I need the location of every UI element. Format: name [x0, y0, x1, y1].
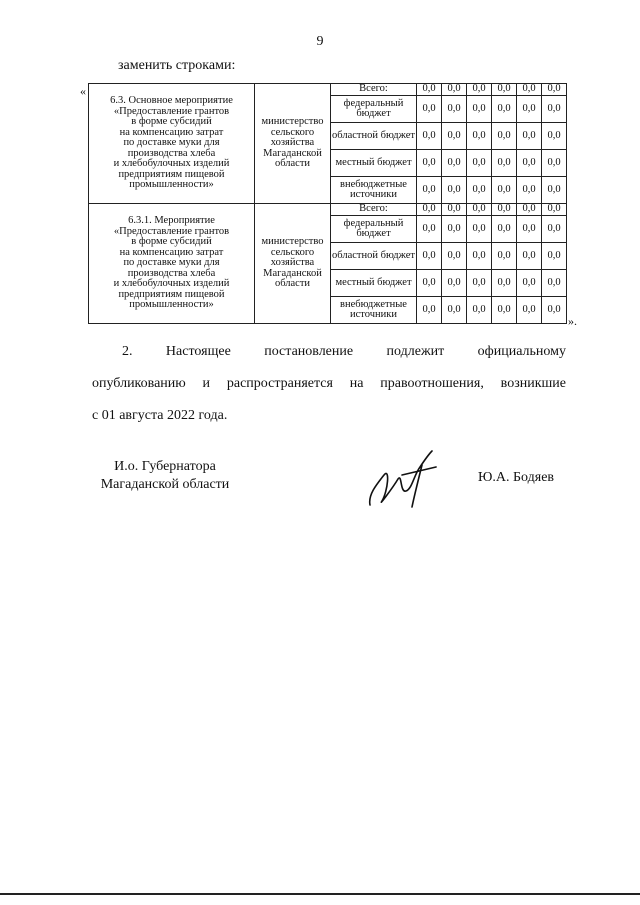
- responsible-org-line: хозяйства: [270, 257, 315, 269]
- amount-cell: 0,0: [442, 297, 467, 324]
- paragraph-line: с 01 августа 2022 года.: [92, 408, 228, 423]
- amount-cell: 0,0: [442, 204, 467, 216]
- funding-source-cell: внебюджетные источники: [331, 177, 417, 204]
- paragraph-line: 2. Настоящее постановление подлежит официальному: [122, 344, 566, 359]
- amount-cell: 0,0: [417, 243, 442, 270]
- responsible-org-cell: [255, 84, 331, 204]
- event-name-line: производства хлеба: [127, 147, 216, 159]
- funding-source-cell: местный бюджет: [331, 150, 417, 177]
- amount-cell: 0,0: [442, 270, 467, 297]
- amount-cell: 0,0: [517, 204, 542, 216]
- amount-cell: 0,0: [417, 270, 442, 297]
- amount-cell: 0,0: [492, 297, 517, 324]
- event-name-line: в форме субсидий: [131, 116, 212, 128]
- funding-source-cell: областной бюджет: [331, 243, 417, 270]
- amount-cell: 0,0: [417, 150, 442, 177]
- responsible-org-line: министерство: [261, 116, 324, 128]
- event-name-line: и хлебобулочных изделий: [113, 158, 230, 170]
- bottom-rule: [0, 893, 640, 895]
- amount-cell: 0,0: [467, 243, 492, 270]
- funding-source-cell: внебюджетные источники: [331, 297, 417, 324]
- amount-cell: 0,0: [467, 204, 492, 216]
- page-number: 9: [316, 34, 324, 49]
- amount-cell: 0,0: [467, 96, 492, 123]
- amount-cell: 0,0: [417, 216, 442, 243]
- amount-cell: 0,0: [492, 84, 517, 96]
- event-name-line: по доставке муки для: [123, 137, 220, 149]
- event-name-cell: [89, 204, 255, 324]
- amount-cell: 0,0: [542, 243, 567, 270]
- amount-cell: 0,0: [442, 84, 467, 96]
- amount-cell: 0,0: [492, 216, 517, 243]
- amount-cell: 0,0: [417, 204, 442, 216]
- amount-cell: 0,0: [417, 84, 442, 96]
- event-name-line: 6.3.1. Мероприятие: [128, 215, 215, 227]
- event-name-line: промышленности»: [129, 299, 214, 311]
- amount-cell: 0,0: [442, 123, 467, 150]
- amount-cell: 0,0: [492, 177, 517, 204]
- amount-cell: 0,0: [492, 270, 517, 297]
- event-name-line: предприятиям пищевой: [118, 168, 225, 180]
- table-row: [89, 84, 567, 96]
- amount-cell: 0,0: [542, 270, 567, 297]
- intro-text: заменить строками:: [118, 58, 236, 73]
- signatory-title: [92, 458, 238, 494]
- funding-source-cell: федеральный бюджет: [331, 96, 417, 123]
- amount-cell: 0,0: [467, 84, 492, 96]
- amount-cell: 0,0: [442, 216, 467, 243]
- funding-source-cell: местный бюджет: [331, 270, 417, 297]
- amount-cell: 0,0: [492, 96, 517, 123]
- amount-cell: 0,0: [542, 216, 567, 243]
- amount-cell: 0,0: [442, 243, 467, 270]
- amount-cell: 0,0: [542, 123, 567, 150]
- table-row: [89, 204, 567, 216]
- event-name-line: по доставке муки для: [123, 257, 220, 269]
- event-name-line: на компенсацию затрат: [119, 126, 224, 138]
- responsible-org-line: Магаданской: [263, 267, 322, 279]
- funding-source-cell: федеральный бюджет: [331, 216, 417, 243]
- amount-cell: 0,0: [517, 150, 542, 177]
- amount-cell: 0,0: [517, 84, 542, 96]
- amount-cell: 0,0: [467, 270, 492, 297]
- event-name-line: 6.3. Основное мероприятие: [110, 95, 233, 107]
- amount-cell: 0,0: [442, 177, 467, 204]
- amount-cell: 0,0: [467, 177, 492, 204]
- responsible-org-line: Магаданской: [263, 147, 322, 159]
- funding-source-cell: Всего:: [331, 84, 417, 96]
- funding-source-cell: областной бюджет: [331, 123, 417, 150]
- event-name-line: «Предоставление грантов: [113, 225, 230, 237]
- amount-cell: 0,0: [517, 123, 542, 150]
- responsible-org-line: области: [274, 158, 311, 170]
- amount-cell: 0,0: [467, 123, 492, 150]
- event-name-cell: [89, 84, 255, 204]
- amount-cell: 0,0: [517, 177, 542, 204]
- amount-cell: 0,0: [517, 243, 542, 270]
- amount-cell: 0,0: [492, 204, 517, 216]
- responsible-org-line: хозяйства: [270, 137, 315, 149]
- resolution-paragraph: [92, 338, 566, 430]
- amount-cell: 0,0: [517, 297, 542, 324]
- event-name-line: промышленности»: [129, 179, 214, 191]
- amount-cell: 0,0: [542, 297, 567, 324]
- opening-quote: «: [80, 84, 86, 98]
- responsible-org-line: области: [274, 278, 311, 290]
- responsible-org-line: сельского: [270, 126, 315, 138]
- signatory-title-line: Магаданской области: [100, 477, 230, 492]
- responsible-org-line: министерство: [261, 236, 324, 248]
- amount-cell: 0,0: [467, 216, 492, 243]
- event-name-line: «Предоставление грантов: [113, 105, 230, 117]
- funding-source-cell: Всего:: [331, 204, 417, 216]
- amount-cell: 0,0: [492, 243, 517, 270]
- amount-cell: 0,0: [542, 150, 567, 177]
- amount-cell: 0,0: [417, 123, 442, 150]
- amount-cell: 0,0: [542, 84, 567, 96]
- amount-cell: 0,0: [517, 270, 542, 297]
- amount-cell: 0,0: [417, 177, 442, 204]
- event-name-line: и хлебобулочных изделий: [113, 278, 230, 290]
- amount-cell: 0,0: [517, 96, 542, 123]
- funding-table: [88, 83, 567, 324]
- responsible-org-cell: [255, 204, 331, 324]
- amount-cell: 0,0: [417, 96, 442, 123]
- closing-quote: ».: [568, 314, 577, 328]
- event-name-line: предприятиям пищевой: [118, 288, 225, 300]
- signatory-title-line: И.о. Губернатора: [114, 459, 216, 474]
- amount-cell: 0,0: [542, 204, 567, 216]
- amount-cell: 0,0: [467, 150, 492, 177]
- responsible-org-line: сельского: [270, 246, 315, 258]
- handwritten-signature: [362, 445, 442, 515]
- event-name-line: производства хлеба: [127, 267, 216, 279]
- signatory-name: Ю.А. Бодяев: [478, 470, 555, 485]
- amount-cell: 0,0: [442, 150, 467, 177]
- amount-cell: 0,0: [517, 216, 542, 243]
- amount-cell: 0,0: [492, 150, 517, 177]
- amount-cell: 0,0: [542, 177, 567, 204]
- amount-cell: 0,0: [467, 297, 492, 324]
- event-name-line: в форме субсидий: [131, 236, 212, 248]
- event-name-line: на компенсацию затрат: [119, 246, 224, 258]
- amount-cell: 0,0: [417, 297, 442, 324]
- amount-cell: 0,0: [492, 123, 517, 150]
- amount-cell: 0,0: [542, 96, 567, 123]
- amount-cell: 0,0: [442, 96, 467, 123]
- paragraph-line: опубликованию и распространяется на правоотношения, возникшие: [92, 376, 566, 391]
